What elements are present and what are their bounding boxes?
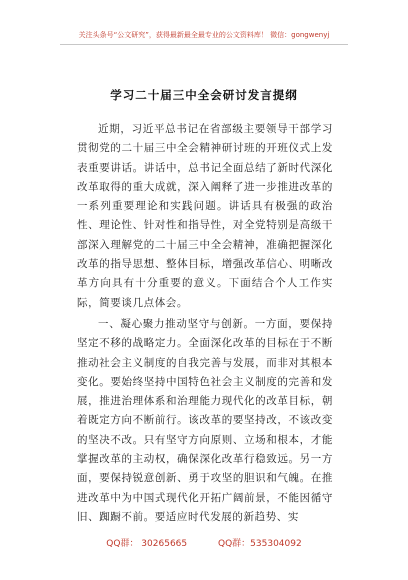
paragraph-section-one: 一、凝心聚力推动坚守与创新。一方面，要保持坚定不移的战略定力。全面深化改革的目标在于不断推动社会主义制度的自我完善与发展，而非对其根本变化。要始终坚持中国特色社会主义制度的完善和发展，推进治理体系和治理能力现代化的改革目标，朝着既定方向不断前行。该改革的要坚持改，不该改变的坚决不改。只有坚守方向原则、立场和根本，才能掌握改革的主动权，确保深化改革行稳致远。另一方面，要保持锐意创新、勇于攻坚的胆识和气魄。在推进改革中为中国式现代化开拓广阔前景，不能因循守旧、踟蹰不前。要适应时代发展的新趋势、实 bbox=[77, 317, 333, 523]
footer-qq-group-2: QQ群：535304092 bbox=[218, 539, 302, 549]
footer-contact bbox=[0, 536, 408, 549]
footer-qq-group-1: QQ群： 30265665 bbox=[106, 539, 188, 549]
document-title: 学习二十届三中全会研讨发言提纲 bbox=[110, 88, 298, 102]
header-divider bbox=[60, 44, 348, 45]
document-body bbox=[77, 120, 333, 529]
header-notice: 关注头条号“公文研究”，获得最新最全最专业的公文资料库！ 微信：gongwenyj bbox=[78, 31, 330, 39]
paragraph-intro: 近期，习近平总书记在省部级主要领导干部学习贯彻党的二十届三中全会精神研讨班的开班仪式上发表重要讲话。讲话中，总书记全面总结了新时代深化改革取得的重大成就，深入阐释了进一步推进改革的一系列重要理论和实践问题。讲话具有极强的政治性、理论性、针对性和指导性，对全党特别是高级干部深入理解党的二十届三中全会精神，准确把握深化改革的指导思想、整体目标，增强改革信心、明晰改革方向具有十分重要的意义。下面结合个人工作实际，简要谈几点体会。 bbox=[77, 123, 333, 309]
